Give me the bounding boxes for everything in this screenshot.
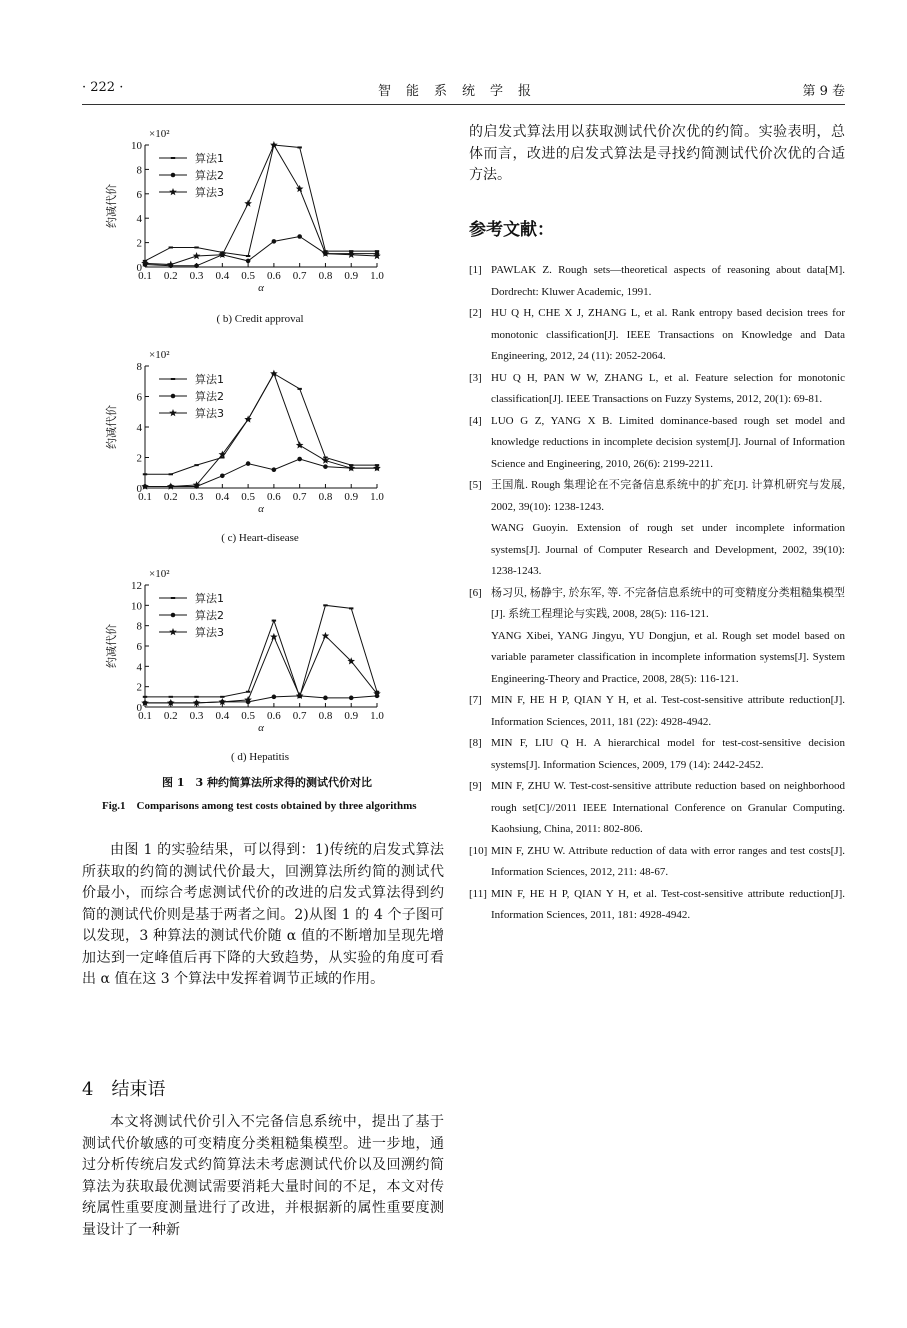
x-tick-label: 1.0 bbox=[370, 491, 384, 503]
y-tick-label: 6 bbox=[136, 391, 142, 404]
x-tick-label: 0.9 bbox=[344, 270, 359, 282]
page-number: · 222 · bbox=[82, 80, 124, 95]
reference-item bbox=[469, 841, 845, 884]
series-line bbox=[145, 374, 377, 475]
y-tick-label: 6 bbox=[136, 641, 142, 653]
marker-dash bbox=[143, 473, 147, 475]
x-tick-label: 0.7 bbox=[292, 710, 307, 722]
series-line bbox=[145, 145, 377, 265]
y-tick-label: 10 bbox=[131, 140, 142, 152]
x-tick-label: 0.2 bbox=[163, 710, 178, 722]
reference-translation: WANG Guoyin. Extension of rough set under incomplete information systems[J]. Journal of Computer Research and Development, 2002, 39(10): 1238-1243. bbox=[491, 522, 845, 577]
y-tick-label: 2 bbox=[136, 452, 142, 465]
chart-c-svg bbox=[105, 336, 405, 515]
legend-entry bbox=[159, 151, 224, 165]
y-tick-label: 8 bbox=[136, 164, 142, 177]
x-tick-label: 0.1 bbox=[138, 491, 152, 503]
y-tick-label: 4 bbox=[136, 213, 142, 226]
legend-entry bbox=[159, 372, 224, 386]
x-tick-label: 0.7 bbox=[292, 270, 307, 282]
marker-dot bbox=[349, 696, 354, 701]
marker-dot bbox=[297, 234, 302, 239]
reference-number: [8] bbox=[469, 737, 482, 749]
marker-star bbox=[244, 415, 252, 422]
legend-label: 算法1 bbox=[195, 152, 224, 165]
legend-label: 算法2 bbox=[195, 390, 224, 403]
legend-label: 算法3 bbox=[195, 186, 224, 199]
marker-star bbox=[296, 185, 304, 192]
caption-credit-approval: ( b) Credit approval bbox=[216, 313, 304, 325]
x-tick-label: 0.6 bbox=[267, 491, 281, 503]
x-tick-label: 0.9 bbox=[344, 491, 359, 503]
marker-dot bbox=[323, 696, 328, 701]
marker-dot bbox=[171, 173, 176, 178]
marker-dot bbox=[246, 461, 251, 466]
legend-label: 算法1 bbox=[195, 592, 224, 605]
legend-label: 算法2 bbox=[195, 169, 224, 182]
marker-dash bbox=[246, 691, 250, 693]
series-line bbox=[145, 636, 377, 703]
y-tick-label: 6 bbox=[136, 188, 142, 201]
marker-dot bbox=[171, 394, 176, 399]
marker-dot bbox=[272, 239, 277, 244]
figure-caption-cn: 图 1 3 种约简算法所求得的测试代价对比 bbox=[162, 776, 372, 789]
x-tick-label: 0.8 bbox=[318, 491, 333, 503]
reference-number: [10] bbox=[469, 844, 488, 857]
reference-text: 王国胤. Rough 集理论在不完备信息系统中的扩充[J]. 计算机研究与发展, 2002, 39(10): 1238-1243. bbox=[491, 479, 845, 513]
x-tick-label: 1.0 bbox=[370, 270, 384, 282]
marker-dot bbox=[171, 613, 176, 618]
reference-item bbox=[469, 475, 845, 518]
reference-number: [1] bbox=[469, 264, 482, 276]
marker-dot bbox=[297, 457, 302, 462]
reference-text: HU Q H, CHE X J, ZHANG L, et al. Rank entropy based decision trees for monotonic classification[J]. IEEE Transactions on Knowledge and Data Engineering, 2012, 24 (11): 2052-2064. bbox=[491, 307, 845, 362]
x-tick-label: 0.3 bbox=[189, 270, 204, 282]
y-axis-label: 约减代价 bbox=[105, 184, 118, 228]
marker-dash bbox=[194, 246, 198, 248]
x-tick-label: 0.9 bbox=[344, 710, 359, 722]
legend-label: 算法2 bbox=[195, 609, 224, 622]
marker-dot bbox=[194, 263, 199, 268]
legend-label: 算法3 bbox=[195, 626, 224, 639]
results-paragraph: 由图 1 的实验结果，可以得到：1)传统的启发式算法所获取的约简的测试代价最大，回溯算法所约简的测试代价最小，而综合考虑测试代价的改进的启发式算法得到约简的测试代价则是基于两者之间。2)从图 1 的 4 个子图可以发现，3 种算法的测试代价随 α 值的不断增加呈现先增加达到一定峰值后再下降的大致趋势，从实验的角度可看出 α 值在这 3 个算法中发挥着调节正域的作用。 bbox=[82, 842, 444, 987]
marker-star bbox=[169, 409, 177, 416]
caption-hepatitis: ( d) Hepatitis bbox=[230, 751, 290, 763]
legend-entry bbox=[159, 406, 224, 420]
marker-dot bbox=[272, 467, 277, 472]
legend-entry bbox=[159, 185, 224, 199]
marker-dash bbox=[171, 378, 175, 380]
chart-d-svg bbox=[105, 555, 405, 734]
x-tick-label: 0.6 bbox=[267, 270, 281, 282]
marker-dash bbox=[194, 464, 198, 466]
reference-number: [2] bbox=[469, 307, 482, 319]
y-tick-label: 2 bbox=[136, 237, 142, 250]
reference-number: [5] bbox=[469, 479, 482, 491]
reference-number: [4] bbox=[469, 414, 482, 427]
reference-text: MIN F, ZHU W. Attribute reduction of data with error ranges and test costs[J]. Information Sciences, 2012, 211: 48-67. bbox=[491, 844, 845, 878]
marker-dot bbox=[220, 474, 225, 479]
y-tick-label: 8 bbox=[136, 361, 142, 373]
series-3 bbox=[141, 632, 381, 706]
reference-text: PAWLAK Z. Rough sets—theoretical aspects of reasoning about data[M]. Dordrecht: Kluwer Academic, 1991. bbox=[491, 264, 845, 298]
reference-number: [7] bbox=[469, 694, 482, 706]
marker-star bbox=[347, 251, 355, 258]
reference-item bbox=[469, 583, 845, 626]
marker-star bbox=[193, 252, 201, 259]
x-axis-label: α bbox=[258, 722, 264, 734]
section-heading-conclusion: 4 结束语 bbox=[82, 1079, 166, 1100]
reference-text: LUO G Z, YANG X B. Limited dominance-based rough set model and knowledge reductions in incomplete decision system[J]. Journal of Information Science and Engineering, 2010, 26(6): 2199-2211. bbox=[491, 414, 845, 470]
series-line bbox=[145, 605, 377, 697]
plot-hepatitis bbox=[105, 555, 405, 734]
reference-translation: YANG Xibei, YANG Jingyu, YU Dongjun, et al. Rough set model based on variable parameter classification in incomplete information systems[J]. System Engineering-Theory and Practice, 2008, 28(5): 116-121. bbox=[491, 629, 845, 685]
x-tick-label: 0.5 bbox=[241, 270, 255, 282]
y-axis-label: 约减代价 bbox=[105, 405, 118, 449]
marker-dash bbox=[171, 157, 175, 159]
marker-dash bbox=[171, 597, 175, 599]
reference-number: [3] bbox=[469, 371, 482, 384]
y-scale-label: ×10² bbox=[149, 349, 170, 361]
marker-dot bbox=[323, 464, 328, 469]
reference-item bbox=[469, 776, 845, 841]
marker-dash bbox=[143, 696, 147, 698]
series-line bbox=[145, 459, 377, 486]
reference-number: [6] bbox=[469, 586, 482, 599]
series-2 bbox=[143, 694, 380, 706]
x-tick-label: 0.6 bbox=[267, 710, 281, 722]
marker-dash bbox=[220, 696, 224, 698]
series-1 bbox=[143, 373, 379, 476]
volume-label: 第 9 卷 bbox=[802, 84, 845, 99]
reference-text: HU Q H, PAN W W, ZHANG L, et al. Feature selection for monotonic classification[J]. IEEE Transactions on Fuzzy Systems, 2012, 20(1): 69-81. bbox=[491, 371, 845, 405]
plot-credit-approval bbox=[105, 115, 405, 294]
y-tick-label: 0 bbox=[136, 483, 142, 495]
legend-entry bbox=[159, 625, 224, 639]
marker-dash bbox=[323, 604, 327, 606]
reference-text: MIN F, HE H P, QIAN Y H, et al. Test-cost-sensitive attribute reduction[J]. Information Sciences, 2011, 181 (22): 4928-4942. bbox=[491, 694, 845, 728]
marker-dash bbox=[246, 255, 250, 257]
reference-item bbox=[469, 733, 845, 776]
conclusion-paragraph: 本文将测试代价引入不完备信息系统中，提出了基于测试代价敏感的可变精度分类粗糙集模型。进一步地，通过分析传统启发式约简算法未考虑测试代价以及回溯约简算法为获取最优测试需要消耗大量时间的不足，本文对传统属性重要度测量进行了改进，并根据新的属性重要度测量设计了一种新 bbox=[82, 1114, 444, 1238]
reference-item bbox=[469, 368, 845, 411]
marker-star bbox=[169, 188, 177, 195]
y-scale-label: ×10² bbox=[149, 128, 170, 140]
header-rule bbox=[82, 104, 845, 105]
reference-item bbox=[469, 884, 845, 927]
marker-dash bbox=[169, 473, 173, 475]
reference-item bbox=[469, 303, 845, 368]
y-tick-label: 10 bbox=[131, 600, 142, 613]
x-tick-label: 0.4 bbox=[215, 710, 230, 722]
x-tick-label: 0.3 bbox=[189, 491, 204, 503]
legend-label: 算法3 bbox=[195, 407, 224, 420]
x-axis-label: α bbox=[258, 503, 264, 515]
references-list bbox=[469, 260, 845, 927]
marker-dot bbox=[246, 259, 251, 264]
series-3 bbox=[141, 141, 381, 268]
reference-item bbox=[469, 411, 845, 476]
marker-star bbox=[270, 633, 278, 640]
y-scale-label: ×10² bbox=[149, 568, 170, 580]
y-tick-label: 0 bbox=[136, 702, 142, 714]
figure-caption-en: Fig.1 Comparisons among test costs obtained by three algorithms bbox=[102, 800, 417, 812]
marker-dash bbox=[194, 696, 198, 698]
reference-item bbox=[469, 260, 845, 303]
chart-b-svg bbox=[105, 115, 405, 294]
reference-text: MIN F, ZHU W. Test-cost-sensitive attribute reduction based on neighborhood rough set[C]//2011 IEEE International Conference on Granular Computing. Kaohsiung, China, 2011: 802-806. bbox=[491, 780, 845, 835]
conclusion-continued: 的启发式算法用以获取测试代价次优的约简。实验表明，总体而言，改进的启发式算法是寻找约简测试代价次优的合适方法。 bbox=[469, 124, 845, 183]
x-tick-label: 0.7 bbox=[292, 491, 307, 503]
reference-item bbox=[469, 690, 845, 733]
legend-entry bbox=[159, 168, 224, 182]
marker-dash bbox=[297, 146, 301, 148]
y-axis-label: 约减代价 bbox=[105, 624, 118, 668]
series-2 bbox=[143, 457, 380, 489]
legend-entry bbox=[159, 389, 224, 403]
references-title: 参考文献： bbox=[469, 220, 554, 240]
x-tick-label: 0.4 bbox=[215, 491, 230, 503]
x-tick-label: 0.4 bbox=[215, 270, 230, 282]
marker-dash bbox=[272, 620, 276, 622]
x-axis-label: α bbox=[258, 282, 264, 294]
caption-heart-disease: ( c) Heart-disease bbox=[221, 532, 299, 544]
x-tick-label: 0.2 bbox=[163, 491, 178, 503]
marker-star bbox=[244, 200, 252, 207]
x-tick-label: 0.1 bbox=[138, 710, 152, 722]
y-tick-label: 4 bbox=[136, 661, 142, 674]
legend-entry bbox=[159, 591, 224, 605]
y-tick-label: 4 bbox=[136, 422, 142, 434]
journal-name: 智 能 系 统 学 报 bbox=[377, 84, 532, 99]
x-tick-label: 0.5 bbox=[241, 710, 255, 722]
x-tick-label: 1.0 bbox=[370, 710, 384, 722]
reference-text: MIN F, HE H P, QIAN Y H, et al. Test-cost-sensitive attribute reduction[J]. Information Sciences, 2011, 181: 4928-4942. bbox=[491, 887, 845, 921]
reference-number: [9] bbox=[469, 780, 482, 792]
x-tick-label: 0.2 bbox=[163, 270, 178, 282]
y-tick-label: 12 bbox=[131, 580, 142, 592]
y-tick-label: 8 bbox=[136, 620, 142, 633]
x-tick-label: 0.8 bbox=[318, 270, 333, 282]
reference-text: MIN F, LIU Q H. A hierarchical model for test-cost-sensitive decision systems[J]. Information Sciences, 2009, 179 (14): 2442-2452. bbox=[491, 737, 845, 771]
reference-number: [11] bbox=[469, 887, 487, 900]
marker-dot bbox=[272, 695, 277, 700]
marker-dash bbox=[169, 696, 173, 698]
x-tick-label: 0.8 bbox=[318, 710, 333, 722]
reference-text: 杨习贝, 杨静宇, 於东军, 等. 不完备信息系统中的可变精度分类粗糙集模型[J]. 系统工程理论与实践, 2008, 28(5): 116-121. bbox=[491, 586, 845, 620]
marker-star bbox=[169, 628, 177, 635]
marker-star bbox=[322, 457, 330, 464]
marker-dash bbox=[297, 388, 301, 390]
x-tick-label: 0.5 bbox=[241, 491, 255, 503]
marker-dash bbox=[349, 607, 353, 609]
series-1 bbox=[143, 604, 379, 698]
series-1 bbox=[143, 144, 379, 262]
plot-heart-disease bbox=[105, 336, 405, 515]
legend-entry bbox=[159, 608, 224, 622]
marker-dash bbox=[169, 246, 173, 248]
x-tick-label: 0.3 bbox=[189, 710, 204, 722]
series-line bbox=[145, 374, 377, 487]
x-tick-label: 0.1 bbox=[138, 270, 152, 282]
series-line bbox=[145, 145, 377, 261]
legend-label: 算法1 bbox=[195, 373, 224, 386]
y-tick-label: 2 bbox=[136, 681, 142, 694]
y-tick-label: 0 bbox=[136, 262, 142, 274]
